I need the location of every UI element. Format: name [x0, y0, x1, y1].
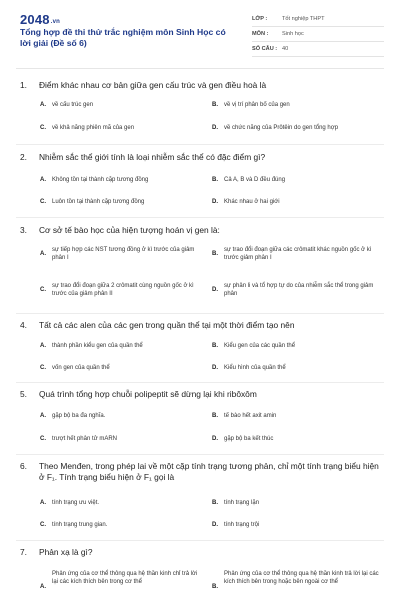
question-divider	[16, 313, 384, 314]
question-divider	[16, 540, 384, 541]
question-divider	[16, 382, 384, 383]
option-b[interactable]: B. Phản ứng của cơ thể thông qua hệ thần kinh trả lời lại các kích thích bên trong hoặc bên ngoài cơ thể	[212, 571, 379, 590]
document-page: 2048.vn Tổng hợp đề thi thử trắc nghiệm môn Sinh Học có lời giải (Đề số 6) LỚP : Tốt nghiệp THPT MÔN : Sinh học SỐ CÂU : 40 1. Điểm khác nhau cơ bản giữa gen cấu trúc và gen điều hoà là A. về cấu trúc gen B. về vị trí phân bố của gen C. về khả năng phiên mã của gen D. về chức năng của Prôtêin do gen tổng hợp 2. Nhiễm sắc thể giới tính là loại nhiễm sắc thể có đặc điểm gì? A. Không tồn tại thành cặp tương đồng B. Cả A, B và D đều đúng C. Luôn tồn tại thành cặp tương đồng D. Khác nhau ở hai giới 3. Cơ sở tế bào học của hiện tượng hoán vị gen là: A. sự tiếp hợp các NST tương đồng ở kì trước của giảm phân I B. sự trao đổi đoạn giữa các crômatit khác nguồn gốc ở kì trước giảm phân I C. sự trao đổi đoạn giữa 2 crômatit cùng nguồn gốc ở kì trước của giảm phân II D. sự phân li và tổ hợp tự do của nhiễm sắc thể trong giảm phân 4. Tất cả các alen của các gen trong quần thể tại một thời điểm tạo nên A. thành phần kiểu gen của quần thể B. Kiểu gen của các quần thể C. vốn gen của quần thể D. Kiểu hình của quần thể 5. Quá trình tổng hợp chuỗi polipeptit sẽ dừng lại khi ribôxôm A. gặp bộ ba đa nghĩa. B. tế bào hết axit amin C. trượt hết phân tử mARN D. gặp bộ ba kết thúc 6. Theo Menđen, trong phép lai về một cặp tính trạng tương phản, chỉ một tính trạng biểu hiện ở F₁. Tính trạng biểu hiện ở F₁ gọi là A. tính trạng ưu việt. B. tính trạng lặn C. tính trạng trung gian. D. tính trạng trội 7. Phản xạ là gì? A. Phản ứng của cơ thể thông qua hệ thần kinh chỉ trả lời lại các kích thích bên trong cơ thể B. Phản ứng của cơ thể thông qua hệ thần kinh trả lời lại các kích thích bên trong hoặc bên ngoài cơ thể	[0, 0, 400, 600]
document-title: Tổng hợp đề thi thử trắc nghiệm môn Sinh Học có lời giải (Đề số 6)	[20, 27, 226, 48]
question-divider	[16, 217, 384, 218]
question-stem: 5. Quá trình tổng hợp chuỗi polipeptit sẽ dừng lại khi ribôxôm	[20, 389, 257, 399]
question-stem: 3. Cơ sở tế bào học của hiện tượng hoán vị gen là:	[20, 225, 220, 235]
meta-subject: MÔN : Sinh học	[252, 27, 384, 42]
meta-class: LỚP : Tốt nghiệp THPT	[252, 12, 384, 27]
option-a[interactable]: A. Phản ứng của cơ thể thông qua hệ thần kinh chỉ trả lời lại các kích thích bên trong cơ thể	[40, 571, 198, 590]
header-divider	[16, 68, 384, 69]
question-divider	[16, 454, 384, 455]
question-stem: 4. Tất cả các alen của các gen trong quần thể tại một thời điểm tạo nên	[20, 320, 295, 330]
question-stem: 7. Phản xạ là gì?	[20, 547, 93, 557]
question-stem: 6. Theo Menđen, trong phép lai về một cặp tính trạng tương phản, chỉ một tính trạng biểu hiện ở F₁. Tính trạng biểu hiện ở F₁ gọi là	[20, 461, 379, 482]
option-c[interactable]: C. sự trao đổi đoạn giữa 2 crômatit cùng nguồn gốc ở kì trước của giảm phân II	[40, 283, 194, 297]
meta-question-count: SỐ CÂU : 40	[252, 42, 384, 57]
option-d[interactable]: D. sự phân li và tổ hợp tự do của nhiễm sắc thể trong giảm phân	[212, 283, 374, 297]
exam-meta	[252, 12, 384, 57]
question-divider	[16, 144, 384, 145]
site-logo[interactable]: 2048.vn	[20, 12, 61, 27]
document-header	[0, 0, 400, 66]
question-stem: 2. Nhiễm sắc thể giới tính là loại nhiễm sắc thể có đặc điểm gì?	[20, 152, 266, 162]
option-b[interactable]: B. sự trao đổi đoạn giữa các crômatit khác nguồn gốc ở kì trước giảm phân I	[212, 247, 372, 261]
option-a[interactable]: A. sự tiếp hợp các NST tương đồng ở kì trước của giảm phân I	[40, 247, 195, 261]
question-stem: 1. Điểm khác nhau cơ bản giữa gen cấu trúc và gen điều hoà là	[20, 80, 267, 90]
